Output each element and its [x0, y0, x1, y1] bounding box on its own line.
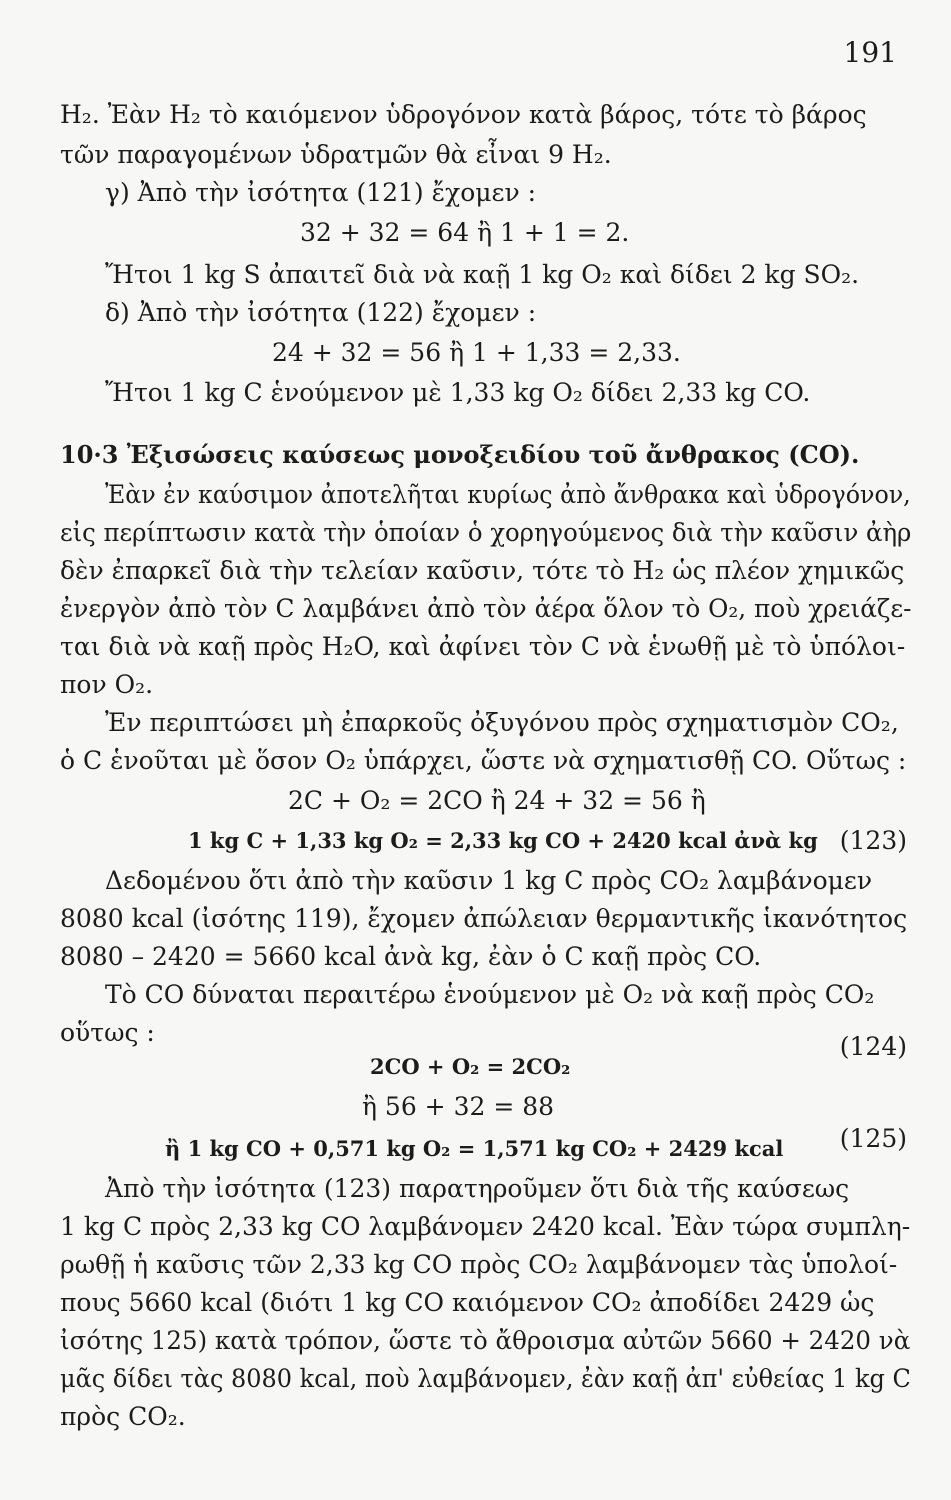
equation: ἢ 56 + 32 = 88 — [362, 1092, 555, 1121]
text-line: Ἤτοι 1 kg S ἀπαιτεῖ διὰ νὰ καῇ 1 kg O₂ καὶ δίδει 2 kg SO₂. — [105, 260, 860, 289]
page-number: 191 — [843, 36, 897, 69]
text-line: εἰς περίπτωσιν κατὰ τὴν ὁποίαν ὁ χορηγούμενος διὰ τὴν καῦσιν ἀὴρ — [60, 518, 912, 547]
text-line: μᾶς δίδει τὰς 8080 kcal, ποὺ λαμβάνομεν, ἐὰν καῇ ἀπ' εὐθείας 1 kg C — [60, 1364, 911, 1393]
text-line: οὕτως : — [60, 1018, 155, 1047]
equation: 1 kg C + 1,33 kg O₂ = 2,33 kg CO + 2420 kcal ἀνὰ kg — [188, 828, 818, 853]
text-line: ἐνεργὸν ἀπὸ τὸν C λαμβάνει ἀπὸ τὸν ἀέρα ὅλον τὸ O₂, ποὺ χρειάζε- — [60, 594, 912, 623]
text-line: πον O₂. — [60, 670, 154, 699]
equation: 2CO + O₂ = 2CO₂ — [370, 1054, 571, 1079]
text-line: Δεδομένου ὅτι ἀπὸ τὴν καῦσιν 1 kg C πρὸς CO₂ λαμβάνομεν — [105, 866, 873, 895]
equation-number: (123) — [839, 826, 907, 855]
equation: 2C + O₂ = 2CO ἢ 24 + 32 = 56 ἢ — [288, 786, 706, 815]
equation: 24 + 32 = 56 ἢ 1 + 1,33 = 2,33. — [272, 338, 681, 367]
text-line: H₂. Ἐὰν H₂ τὸ καιόμενον ὑδρογόνον κατὰ βάρος, τότε τὸ βάρος — [60, 100, 867, 129]
text-line: δὲν ἐπαρκεῖ διὰ τὴν τελείαν καῦσιν, τότε τὸ H₂ ὡς πλέον χημικῶς — [60, 556, 905, 585]
text-line: ρωθῇ ἡ καῦσις τῶν 2,33 kg CO πρὸς CO₂ λαμβάνομεν τὰς ὑπολοί- — [60, 1250, 898, 1279]
section-heading: 10·3 Ἐξισώσεις καύσεως μονοξειδίου τοῦ ἄνθρακος (CO). — [60, 440, 860, 469]
text-line: Ἤτοι 1 kg C ἑνούμενον μὲ 1,33 kg O₂ δίδει 2,33 kg CO. — [105, 378, 811, 407]
text-line: 8080 kcal (ἰσότης 119), ἔχομεν ἀπώλειαν θερμαντικῆς ἱκανότητος — [60, 904, 908, 933]
text-line: πους 5660 kcal (διότι 1 kg CO καιόμενον CO₂ ἀποδίδει 2429 ὡς — [60, 1288, 875, 1317]
text-line: Ἐν περιπτώσει μὴ ἐπαρκοῦς ὀξυγόνου πρὸς σχηματισμὸν CO₂, — [105, 708, 899, 737]
text-line: γ) Ἀπὸ τὴν ἰσότητα (121) ἔχομεν : — [105, 178, 537, 207]
text-line: 8080 – 2420 = 5660 kcal ἀνὰ kg, ἐὰν ὁ C καῇ πρὸς CO. — [60, 942, 762, 971]
equation-number: (125) — [839, 1124, 907, 1153]
text-line: τῶν παραγομένων ὑδρατμῶν θὰ εἶναι 9 H₂. — [60, 140, 612, 169]
equation: 32 + 32 = 64 ἢ 1 + 1 = 2. — [300, 218, 630, 247]
text-line: Ἐὰν ἐν καύσιμον ἀποτελῆται κυρίως ἀπὸ ἄνθρακα καὶ ὑδρογόνον, — [105, 480, 911, 509]
text-line: Ἀπὸ τὴν ἰσότητα (123) παρατηροῦμεν ὅτι διὰ τῆς καύσεως — [105, 1174, 850, 1203]
text-line: πρὸς CO₂. — [60, 1402, 186, 1431]
equation: ἢ 1 kg CO + 0,571 kg O₂ = 1,571 kg CO₂ + 2429 kcal — [165, 1136, 784, 1161]
text-line: Τὸ CO δύναται περαιτέρω ἑνούμενον μὲ O₂ νὰ καῇ πρὸς CO₂ — [105, 980, 875, 1009]
text-line: ὁ C ἑνοῦται μὲ ὅσον O₂ ὑπάρχει, ὥστε νὰ σχηματισθῇ CO. Οὕτως : — [60, 746, 907, 775]
equation-number: (124) — [839, 1032, 907, 1061]
text-line: ται διὰ νὰ καῇ πρὸς H₂O, καὶ ἀφίνει τὸν C νὰ ἑνωθῇ μὲ τὸ ὑπόλοι- — [60, 632, 906, 661]
text-line: δ) Ἀπὸ τὴν ἰσότητα (122) ἔχομεν : — [105, 298, 537, 327]
text-line: 1 kg C πρὸς 2,33 kg CO λαμβάνομεν 2420 kcal. Ἐὰν τώρα συμπλη- — [60, 1212, 911, 1241]
text-line: ἰσότης 125) κατὰ τρόπον, ὥστε τὸ ἄθροισμα αὐτῶν 5660 + 2420 νὰ — [60, 1326, 911, 1355]
